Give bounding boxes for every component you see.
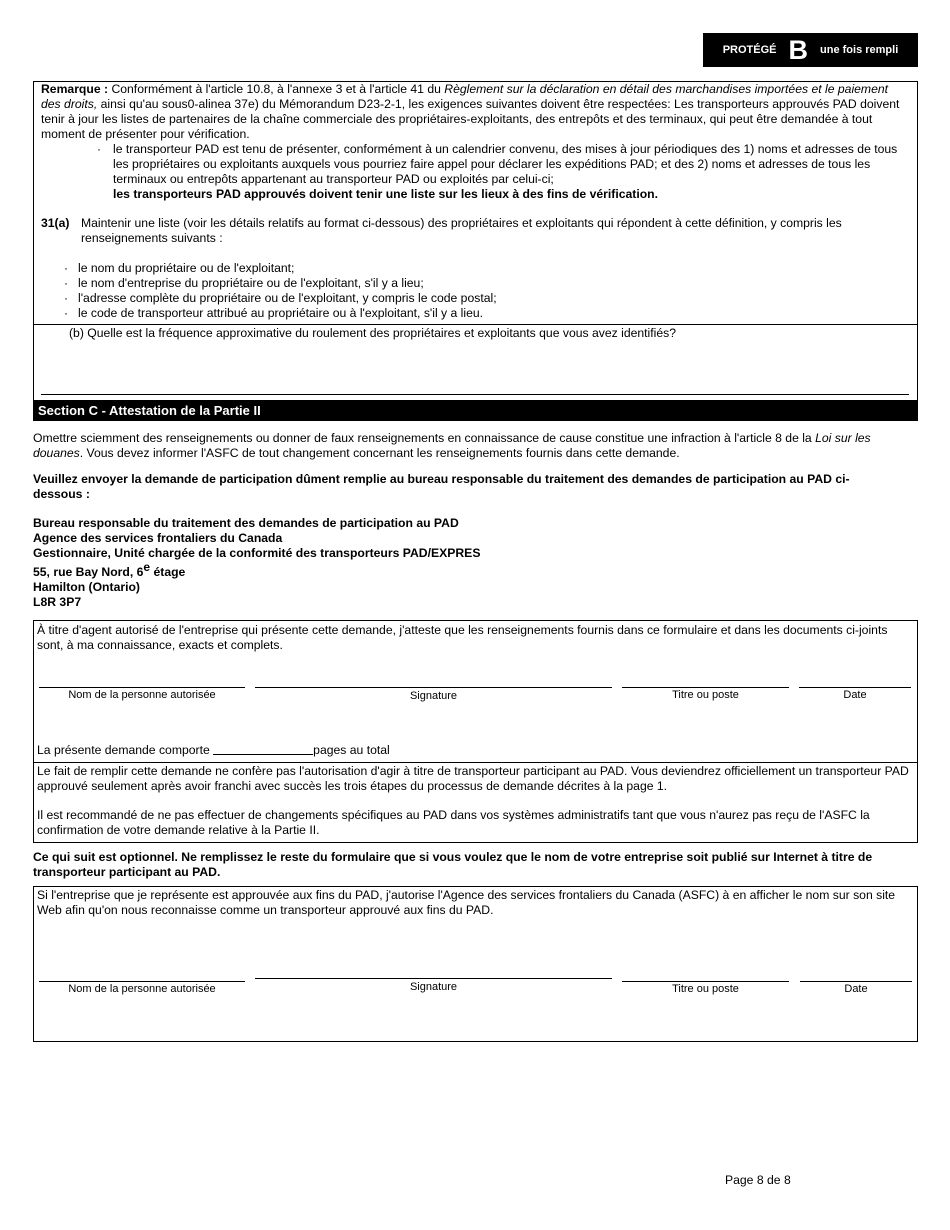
pages-count-suffix: pages au total [313, 743, 390, 757]
list-item: · le code de transporteur attribué au propriétaire ou à l'exploitant, s'il y a lieu. [64, 306, 484, 320]
optional-text: Si l'entreprise que je représente est approuvée aux fins du PAD, j'autorise l'Agence des services frontaliers du Canada (ASFC) à en afficher le nom sur son site Web afin qu'on nous reconnaisse comme un transporteur approuvé aux fins du PAD. [37, 888, 896, 917]
remark-bullet-text: le transporteur PAD est tenu de présenter, conformément à un calendrier convenu, des mises à jour périodiques des 1) noms et adresses de tous les propriétaires ou exploitants auxquels vous pourriez faire appel pour déclarer les expéditions PAD; et des 2) noms et adresses de tous les terminaux ou entrepôts appartenant au transporteur PAD ou exploités par celui-ci; [113, 142, 898, 186]
q31b-text: (b) Quelle est la fréquence approximative du roulement des propriétaires et exploitants que vous avez identifiés? [69, 326, 677, 340]
address-line: Hamilton (Ontario) [33, 580, 140, 594]
pages-count-row [37, 742, 390, 758]
opt-signature-caption: Signature [409, 981, 458, 993]
signature-caption: Signature [409, 690, 458, 702]
address-line: Bureau responsable du traitement des demandes de participation au PAD [33, 516, 459, 530]
notice-text [37, 764, 913, 838]
remark-bullet [41, 142, 911, 202]
opt-signature-field-line[interactable] [255, 978, 612, 979]
name-caption: Nom de la personne autorisée [68, 689, 216, 701]
q31a-list [64, 261, 864, 321]
optional-heading: Ce qui suit est optionnel. Ne remplissez le reste du formulaire que si vous voulez que le nom de votre entreprise soit publié sur Internet à titre de transporteur participant au PAD. [33, 850, 873, 879]
protege-suffix: une fois rempli [820, 43, 899, 56]
bullet-dot: · [97, 142, 102, 156]
office-address [33, 516, 833, 610]
opt-name-caption: Nom de la personne autorisée [68, 983, 216, 995]
remark-label: Remarque : [41, 82, 109, 96]
opt-date-caption: Date [844, 983, 868, 995]
act-title: Loi sur les douanes [33, 431, 871, 460]
q31b-answer-line[interactable] [41, 394, 909, 395]
address-line: 55, rue Bay Nord, 6e étage [33, 559, 186, 579]
q31a-text: Maintenir une liste (voir les détails relatifs au format ci-dessous) des propriétaires et exploitants qui répondent à cette définition, y compris les renseignements suivants : [81, 216, 842, 245]
protege-label: PROTÉGÉ [722, 43, 777, 56]
address-line: L8R 3P7 [33, 595, 82, 609]
opt-title-caption: Titre ou poste [672, 983, 739, 995]
section-c-header: Section C - Attestation de la Partie II [33, 400, 918, 421]
notice-paragraph: Le fait de remplir cette demande ne confère pas l'autorisation d'agir à titre de transporteur participant au PAD. Vous deviendrez officiellement un transporteur PAD approuvé seulement après avoir franchi avec succès les trois étapes du processus de demande décrites à la page 1. [37, 764, 909, 793]
remark-text-2: ainsi qu'au sous0-alinea 37e) du Mémorandum D23-2-1, les exigences suivantes doivent être respectées: Les transporteurs approuvés PAD doivent tenir à jour les listes de partenaires de la chaîne commerciale des propriétaires-exploitants, des entrepôts et des terminaux, qui peut être demandée à tout moment de présenter pour vérification. [41, 97, 900, 141]
title-caption: Titre ou poste [672, 689, 739, 701]
list-item: · l'adresse complète du propriétaire ou de l'exploitant, y compris le code postal; [64, 291, 497, 305]
q31a-number: 31(a) [41, 216, 70, 230]
page-number: Page 8 de 8 [725, 1173, 791, 1187]
remark-text-1: Conformément à l'article 10.8, à l'annexe 3 et à l'article 41 du [108, 82, 445, 96]
signature-field-line[interactable] [255, 687, 612, 688]
remark-bold-line: les transporteurs PAD approuvés doivent tenir une liste sur les lieux à des fins de vérification. [113, 187, 658, 201]
pages-count-prefix: La présente demande comporte [37, 743, 210, 757]
protege-letter: B [788, 34, 809, 65]
address-line: Agence des services frontaliers du Canada [33, 531, 283, 545]
section-c-intro: Omettre sciemment des renseignements ou donner de faux renseignements en connaissance de cause constitue une infraction à l'article 8 de la Loi sur les douanes. Vous devez informer l'ASFC de tout changement concernant les renseignements fournis dans cette demande. [33, 431, 871, 460]
date-caption: Date [843, 689, 867, 701]
attestation-text: À titre d'agent autorisé de l'entreprise qui présente cette demande, j'atteste que les renseignements fournis dans ce formulaire et dans les documents ci-joints sont, à ma connaissance, exacts et complets. [37, 623, 888, 652]
protected-b-banner [703, 33, 918, 67]
remark-text [41, 82, 911, 202]
regulation-title: Règlement sur la déclaration en détail des marchandises importées et le paiement des droits, [41, 82, 889, 111]
notice-paragraph: Il est recommandé de ne pas effectuer de changements spécifiques au PAD dans vos systèmes administratifs tant que vous n'aurez pas reçu de l'ASFC la confirmation de votre demande relative à la Partie II. [37, 808, 870, 837]
address-line: Gestionnaire, Unité chargée de la conformité des transporteurs PAD/EXPRES [33, 546, 481, 560]
send-instruction: Veuillez envoyer la demande de participation dûment remplie au bureau responsable du traitement des demandes de participation au PAD ci-dessous : [33, 472, 850, 501]
list-item: · le nom d'entreprise du propriétaire ou de l'exploitant, s'il y a lieu; [64, 276, 424, 290]
list-item: · le nom du propriétaire ou de l'exploitant; [64, 261, 295, 275]
pages-count-input[interactable] [213, 742, 313, 755]
